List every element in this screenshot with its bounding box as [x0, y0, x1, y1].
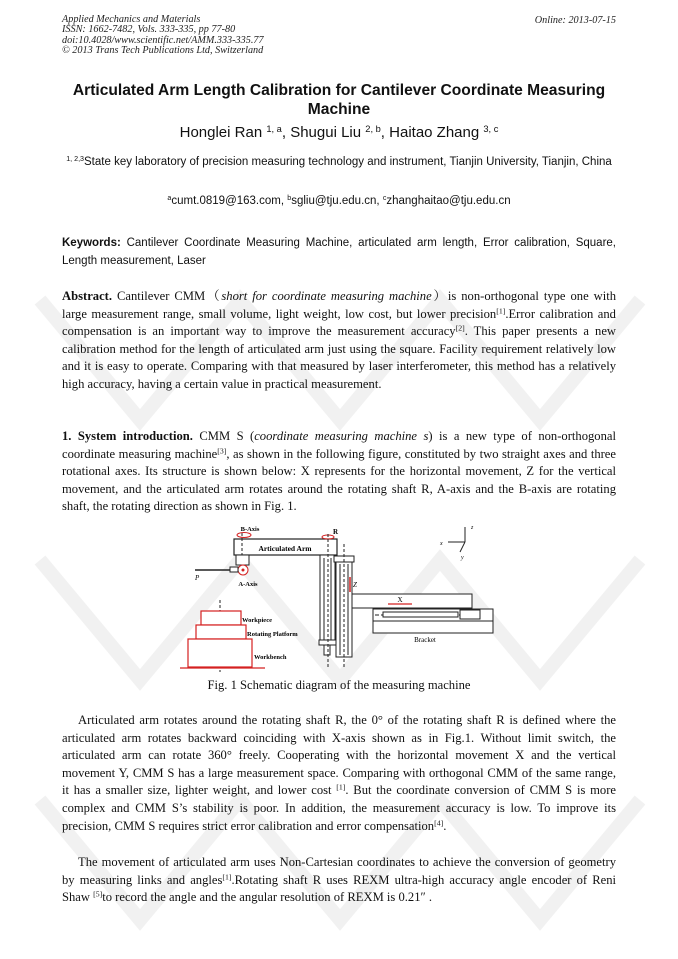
email-sup: b	[287, 194, 292, 203]
label-workbench: Workbench	[254, 654, 287, 661]
paragraph-text: The movement of articulated arm uses Non-Cartesian coordinates to achieve the conversion of geometry by measuring links and angles	[62, 855, 616, 887]
label-a-axis: A-Axis	[238, 581, 258, 588]
citation-ref[interactable]: [1]	[496, 306, 506, 316]
label-coord-z: z	[471, 525, 474, 531]
affiliation-sup: 1, 2,3	[66, 155, 85, 164]
journal-doi[interactable]: doi:10.4028/www.scientific.net/AMM.333-335.77	[62, 34, 264, 46]
paper-title: Articulated Arm Length Calibration for Cantilever Coordinate Measuring Machine	[72, 82, 606, 118]
abstract	[62, 288, 616, 394]
label-coord-x: x	[440, 541, 443, 547]
journal-info	[62, 15, 264, 57]
label-x: X	[397, 596, 403, 604]
email-list: $^a$cumt.0819@163.com, $^b$sgliu@tju.edu.cn, $^c$zhanghaitao@tju.edu.cn	[167, 194, 511, 207]
email-sup: c	[382, 194, 387, 203]
abstract-text: .Error calibration and compensation is an important way to improve the measurement accuracy	[62, 306, 616, 339]
section-heading: 1. System introduction.	[62, 429, 193, 443]
abstract-text: Cantilever CMM（	[116, 289, 222, 303]
citation-ref[interactable]: [4]	[434, 818, 444, 828]
label-b-axis: B-Axis	[240, 526, 260, 533]
citation-ref[interactable]: [2]	[455, 323, 465, 333]
paragraph-text: . But the coordinate conversion of CMM S is more complex and CMM S’s stability is poor. In addition, the measurement accuracy is low. To improve its precision, CMM S requires strict error calibration and error compensation	[62, 783, 616, 833]
section-system-introduction	[62, 428, 616, 516]
paragraph-text: .	[443, 818, 447, 833]
citation-ref[interactable]: [1]	[336, 783, 346, 793]
abstract-text: ）is non-orthogonal type one with large measurement range, small volume, light weight, low cost, but lower precision	[62, 289, 616, 321]
citation-ref[interactable]: [5]	[93, 889, 103, 899]
online-date: Online: 2013-07-15	[534, 15, 616, 26]
abstract-label: Abstract.	[62, 289, 113, 303]
journal-name: Applied Mechanics and Materials	[62, 14, 201, 25]
author-name: Haitao Zhang	[389, 124, 480, 141]
keywords	[62, 234, 616, 270]
label-p: P	[195, 574, 200, 582]
label-bracket: Bracket	[414, 636, 436, 644]
paragraph	[62, 712, 616, 835]
section-italic: coordinate measuring machine s	[254, 429, 429, 443]
abstract-text: . This paper presents a new calibration method for the length of articulated arm just using the square. Facility requirement relatively low and it is easy to operate. Comparing with that measured by laser interferometer, this method has a relatively high accuracy, having a certain value in practical measurement.	[62, 324, 617, 391]
keywords-label: Keywords:	[62, 237, 121, 249]
section-text: CMM S (	[199, 429, 255, 443]
author-list: Honglei Ran $^{1, a}$, Shugui Liu $^{2, b}$, Haitao Zhang $^{3, c}$	[179, 123, 499, 141]
label-coord-y: y	[461, 555, 464, 561]
label-z: Z	[353, 581, 357, 589]
affiliation-text: State key laboratory of precision measuring technology and instrument, Tianjin University, Tianjin, China	[84, 156, 612, 168]
email-link[interactable]: cumt.0819@163.com	[171, 195, 281, 207]
email-sup: a	[167, 194, 172, 203]
journal-copyright: © 2013 Trans Tech Publications Ltd, Switzerland	[62, 45, 264, 57]
paragraph	[62, 854, 616, 907]
author-sup: 3, c	[483, 123, 499, 134]
author-name: Honglei Ran	[179, 124, 263, 141]
author-sup: 2, b	[365, 123, 381, 134]
email-link[interactable]: zhanghaitao@tju.edu.cn	[386, 195, 511, 207]
email-link[interactable]: sgliu@tju.edu.cn	[291, 195, 377, 207]
label-rotating-platform: Rotating Platform	[247, 631, 298, 638]
paragraph-text: Articulated arm rotates around the rotating shaft R, the 0° of the rotating shaft R is defined where the articulated arm rotates backward coinciding with X-axis shown as in Fig.1. Without limit switch, the articulated arm can rotate 360° freely. Cooperating with the horizontal movement X and the vertical movement Y, CMM S has a large measurement space. Comparing with orthogonal CMM of the same range, it has a smaller size, lighter weight, and lower cost	[62, 713, 616, 798]
section-text: ) is a new type of non-orthogonal coordinate measuring machine	[62, 429, 616, 461]
label-r: R	[333, 528, 339, 536]
citation-ref[interactable]: [1]	[222, 872, 232, 882]
author-sup: 1, a	[266, 123, 282, 134]
section-text: , as shown in the following figure, constituted by two straight axes and three rotational axes. Its structure is shown below: X represents for the horizontal movement, Z for the vertical movement, and the articulated arm rotates around the rotating shaft R, A-axis and the B-axis are rotating shaft, the rotating direction as shown in Fig. 1.	[62, 446, 616, 514]
paragraph-text: .Rotating shaft R uses REXM ultra-high accuracy angle encoder of Reni Shaw	[62, 872, 617, 905]
journal-issn: ISSN: 1662-7482, Vols. 333-335, pp 77-80	[62, 24, 236, 36]
paragraph-text: to record the angle and the angular resolution of REXM is 0.21″ .	[102, 890, 433, 905]
label-workpiece: Workpiece	[242, 617, 272, 624]
citation-ref[interactable]: [3]	[217, 446, 227, 456]
keywords-text: Cantilever Coordinate Measuring Machine, articulated arm length, Error calibration, Square, Length measurement, Laser	[62, 237, 616, 267]
figure-caption: Fig. 1 Schematic diagram of the measuring machine	[207, 678, 471, 692]
abstract-italic: short for coordinate measuring machine	[221, 289, 432, 303]
figure-schematic	[180, 522, 500, 672]
author-name: Shugui Liu	[290, 124, 362, 141]
affiliation	[55, 153, 623, 171]
label-articulated-arm: Articulated Arm	[258, 544, 312, 553]
